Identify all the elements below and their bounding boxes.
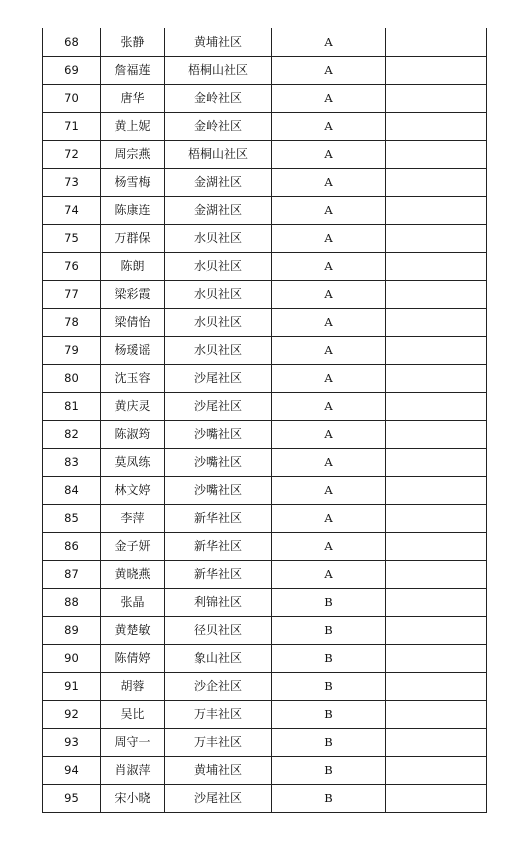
name-cell: 周宗燕 [101, 140, 165, 168]
roster-table [42, 28, 487, 813]
row-number-cell: 87 [43, 560, 101, 588]
grade-cell: A [272, 560, 386, 588]
grade-cell: B [272, 784, 386, 812]
note-cell [386, 420, 487, 448]
note-cell [386, 672, 487, 700]
name-cell: 宋小晓 [101, 784, 165, 812]
name-cell: 黄庆灵 [101, 392, 165, 420]
grade-cell: A [272, 336, 386, 364]
note-cell [386, 56, 487, 84]
community-cell: 水贝社区 [165, 252, 272, 280]
table-row [43, 224, 487, 252]
row-number-cell: 83 [43, 448, 101, 476]
name-cell: 陈康连 [101, 196, 165, 224]
community-cell: 利锦社区 [165, 588, 272, 616]
table-row [43, 560, 487, 588]
note-cell [386, 280, 487, 308]
note-cell [386, 784, 487, 812]
note-cell [386, 28, 487, 56]
community-cell: 黄埔社区 [165, 28, 272, 56]
note-cell [386, 448, 487, 476]
row-number-cell: 82 [43, 420, 101, 448]
table-row [43, 588, 487, 616]
grade-cell: A [272, 252, 386, 280]
table-row [43, 56, 487, 84]
row-number-cell: 79 [43, 336, 101, 364]
note-cell [386, 728, 487, 756]
row-number-cell: 95 [43, 784, 101, 812]
table-row [43, 616, 487, 644]
table-row [43, 532, 487, 560]
community-cell: 水贝社区 [165, 336, 272, 364]
grade-cell: B [272, 700, 386, 728]
note-cell [386, 336, 487, 364]
table-row [43, 644, 487, 672]
roster-table-body [43, 28, 487, 812]
name-cell: 金子妍 [101, 532, 165, 560]
name-cell: 莫凤练 [101, 448, 165, 476]
name-cell: 杨雪梅 [101, 168, 165, 196]
grade-cell: B [272, 728, 386, 756]
grade-cell: A [272, 392, 386, 420]
name-cell: 周守一 [101, 728, 165, 756]
table-row [43, 84, 487, 112]
note-cell [386, 196, 487, 224]
grade-cell: A [272, 56, 386, 84]
row-number-cell: 77 [43, 280, 101, 308]
community-cell: 水贝社区 [165, 308, 272, 336]
note-cell [386, 616, 487, 644]
row-number-cell: 76 [43, 252, 101, 280]
community-cell: 沙企社区 [165, 672, 272, 700]
row-number-cell: 86 [43, 532, 101, 560]
name-cell: 肖淑萍 [101, 756, 165, 784]
grade-cell: A [272, 28, 386, 56]
table-row [43, 308, 487, 336]
row-number-cell: 78 [43, 308, 101, 336]
community-cell: 金岭社区 [165, 112, 272, 140]
row-number-cell: 69 [43, 56, 101, 84]
community-cell: 新华社区 [165, 532, 272, 560]
community-cell: 沙尾社区 [165, 392, 272, 420]
table-row [43, 700, 487, 728]
community-cell: 万丰社区 [165, 728, 272, 756]
row-number-cell: 91 [43, 672, 101, 700]
row-number-cell: 68 [43, 28, 101, 56]
row-number-cell: 92 [43, 700, 101, 728]
note-cell [386, 308, 487, 336]
name-cell: 沈玉容 [101, 364, 165, 392]
community-cell: 梧桐山社区 [165, 56, 272, 84]
grade-cell: A [272, 476, 386, 504]
community-cell: 梧桐山社区 [165, 140, 272, 168]
name-cell: 梁彩霞 [101, 280, 165, 308]
table-row [43, 672, 487, 700]
name-cell: 陈朗 [101, 252, 165, 280]
row-number-cell: 75 [43, 224, 101, 252]
note-cell [386, 700, 487, 728]
table-row [43, 196, 487, 224]
name-cell: 林文婷 [101, 476, 165, 504]
community-cell: 沙嘴社区 [165, 476, 272, 504]
grade-cell: A [272, 448, 386, 476]
row-number-cell: 85 [43, 504, 101, 532]
grade-cell: A [272, 504, 386, 532]
community-cell: 沙嘴社区 [165, 448, 272, 476]
community-cell: 万丰社区 [165, 700, 272, 728]
grade-cell: B [272, 644, 386, 672]
community-cell: 金湖社区 [165, 168, 272, 196]
row-number-cell: 93 [43, 728, 101, 756]
note-cell [386, 560, 487, 588]
name-cell: 梁倩怡 [101, 308, 165, 336]
grade-cell: B [272, 616, 386, 644]
grade-cell: B [272, 588, 386, 616]
community-cell: 黄埔社区 [165, 756, 272, 784]
community-cell: 新华社区 [165, 560, 272, 588]
table-row [43, 756, 487, 784]
name-cell: 张静 [101, 28, 165, 56]
row-number-cell: 80 [43, 364, 101, 392]
name-cell: 万群保 [101, 224, 165, 252]
grade-cell: A [272, 168, 386, 196]
community-cell: 沙尾社区 [165, 784, 272, 812]
note-cell [386, 504, 487, 532]
row-number-cell: 70 [43, 84, 101, 112]
note-cell [386, 756, 487, 784]
name-cell: 黄上妮 [101, 112, 165, 140]
table-row [43, 784, 487, 812]
grade-cell: A [272, 420, 386, 448]
grade-cell: A [272, 532, 386, 560]
note-cell [386, 364, 487, 392]
community-cell: 沙嘴社区 [165, 420, 272, 448]
table-row [43, 168, 487, 196]
table-row [43, 420, 487, 448]
grade-cell: A [272, 84, 386, 112]
community-cell: 水贝社区 [165, 280, 272, 308]
row-number-cell: 73 [43, 168, 101, 196]
table-row [43, 504, 487, 532]
table-row [43, 364, 487, 392]
row-number-cell: 84 [43, 476, 101, 504]
row-number-cell: 88 [43, 588, 101, 616]
row-number-cell: 71 [43, 112, 101, 140]
table-row [43, 28, 487, 56]
row-number-cell: 89 [43, 616, 101, 644]
name-cell: 黄晓燕 [101, 560, 165, 588]
community-cell: 金湖社区 [165, 196, 272, 224]
table-row [43, 476, 487, 504]
table-row [43, 280, 487, 308]
name-cell: 胡蓉 [101, 672, 165, 700]
grade-cell: B [272, 756, 386, 784]
community-cell: 水贝社区 [165, 224, 272, 252]
grade-cell: A [272, 364, 386, 392]
name-cell: 詹福莲 [101, 56, 165, 84]
table-row [43, 392, 487, 420]
note-cell [386, 84, 487, 112]
name-cell: 张晶 [101, 588, 165, 616]
table-row [43, 112, 487, 140]
name-cell: 陈淑筠 [101, 420, 165, 448]
note-cell [386, 476, 487, 504]
community-cell: 金岭社区 [165, 84, 272, 112]
row-number-cell: 74 [43, 196, 101, 224]
grade-cell: B [272, 672, 386, 700]
community-cell: 沙尾社区 [165, 364, 272, 392]
name-cell: 吴比 [101, 700, 165, 728]
table-row [43, 252, 487, 280]
row-number-cell: 81 [43, 392, 101, 420]
table-row [43, 140, 487, 168]
note-cell [386, 532, 487, 560]
note-cell [386, 140, 487, 168]
community-cell: 径贝社区 [165, 616, 272, 644]
name-cell: 黄楚敏 [101, 616, 165, 644]
note-cell [386, 112, 487, 140]
name-cell: 李萍 [101, 504, 165, 532]
row-number-cell: 90 [43, 644, 101, 672]
row-number-cell: 94 [43, 756, 101, 784]
name-cell: 杨瑗谣 [101, 336, 165, 364]
name-cell: 唐华 [101, 84, 165, 112]
row-number-cell: 72 [43, 140, 101, 168]
note-cell [386, 252, 487, 280]
grade-cell: A [272, 112, 386, 140]
grade-cell: A [272, 196, 386, 224]
grade-cell: A [272, 280, 386, 308]
name-cell: 陈倩婷 [101, 644, 165, 672]
note-cell [386, 644, 487, 672]
community-cell: 新华社区 [165, 504, 272, 532]
table-row [43, 336, 487, 364]
table-row [43, 728, 487, 756]
note-cell [386, 224, 487, 252]
table-row [43, 448, 487, 476]
community-cell: 象山社区 [165, 644, 272, 672]
note-cell [386, 392, 487, 420]
grade-cell: A [272, 140, 386, 168]
grade-cell: A [272, 308, 386, 336]
note-cell [386, 168, 487, 196]
note-cell [386, 588, 487, 616]
grade-cell: A [272, 224, 386, 252]
